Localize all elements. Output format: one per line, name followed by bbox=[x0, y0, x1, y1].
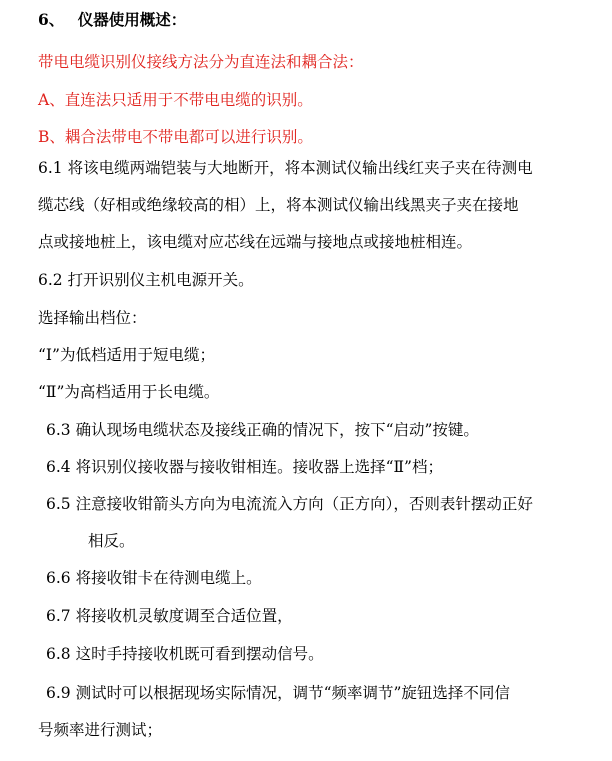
section-number: 6、 bbox=[38, 10, 65, 29]
step-6-7: 6.7 将接收机灵敏度调至合适位置， bbox=[46, 607, 293, 625]
section-heading bbox=[38, 10, 186, 30]
step-6-5-line-2: 相反。 bbox=[88, 532, 135, 550]
step-6-1-line-1: 6.1 将该电缆两端铠装与大地断开，将本测试仪输出线红夹子夹在待测电 bbox=[38, 159, 533, 177]
step-6-1-line-3: 点或接地桩上，该电缆对应芯线在远端与接地点或接地桩相连。 bbox=[38, 233, 473, 251]
step-6-6: 6.6 将接收钳卡在待测电缆上。 bbox=[46, 569, 262, 587]
step-6-3: 6.3 确认现场电缆状态及接线正确的情况下，按下“启动”按键。 bbox=[46, 421, 479, 439]
step-6-2-line-3: “Ⅰ”为低档适用于短电缆； bbox=[38, 346, 215, 364]
step-6-4: 6.4 将识别仪接收器与接收钳相连。接收器上选择“Ⅱ”档； bbox=[46, 458, 443, 476]
step-6-9-line-1: 6.9 测试时可以根据现场实际情况，调节“频率调节”旋钮选择不同信 bbox=[46, 684, 510, 702]
step-6-5-line-1: 6.5 注意接收钳箭头方向为电流流入方向（正方向），否则表针摆动正好 bbox=[46, 495, 533, 513]
step-6-2-line-4: “Ⅱ”为高档适用于长电缆。 bbox=[38, 383, 220, 401]
step-6-8: 6.8 这时手持接收机既可看到摆动信号。 bbox=[46, 645, 324, 663]
step-6-9-line-2: 号频率进行测试； bbox=[38, 721, 163, 739]
step-6-1-line-2: 缆芯线（好相或绝缘较高的相）上，将本测试仪输出线黑夹子夹在接地 bbox=[38, 196, 519, 214]
section-title: 仪器使用概述： bbox=[77, 10, 187, 29]
step-6-2-line-2: 选择输出档位： bbox=[38, 309, 147, 327]
intro-line-3: B、耦合法带电不带电都可以进行识别。 bbox=[38, 128, 313, 146]
intro-line-2: A、直连法只适用于不带电电缆的识别。 bbox=[38, 91, 313, 109]
intro-line-1: 带电电缆识别仪接线方法分为直连法和耦合法： bbox=[38, 53, 364, 71]
step-6-2-line-1: 6.2 打开识别仪主机电源开关。 bbox=[38, 271, 254, 289]
